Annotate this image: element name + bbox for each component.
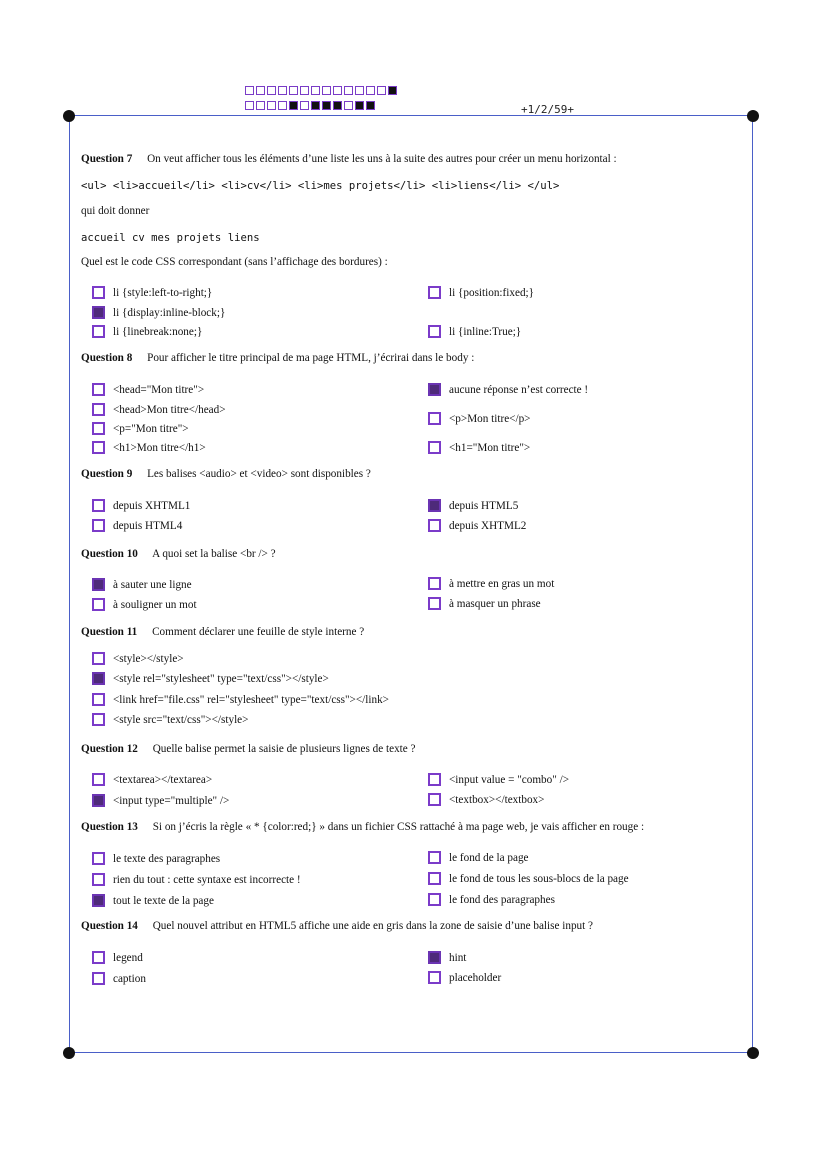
checkbox[interactable] [428,851,441,864]
question-12 [81,743,416,755]
q12-option-4[interactable]: <textbox></textbox> [428,793,544,806]
q8-option-3[interactable]: <head>Mon titre</head> [92,403,226,416]
q7-option-2[interactable]: li {position:fixed;} [428,286,534,299]
q13-option-1[interactable]: le texte des paragraphes [92,852,220,865]
checkbox[interactable] [92,951,105,964]
checkbox[interactable] [92,773,105,786]
registration-mark-bottom-right [747,1047,759,1059]
checkbox-checked[interactable] [428,499,441,512]
checkbox[interactable] [428,971,441,984]
question-9-text: Les balises <audio> et <video> sont disponibles ? [147,468,371,480]
checkbox[interactable] [428,773,441,786]
question-11-label: Question 11 [81,626,138,638]
q13-option-3[interactable]: rien du tout : cette syntaxe est incorrecte ! [92,873,301,886]
question-7-prompt: Quel est le code CSS correspondant (sans l’affichage des bordures) : [81,256,388,268]
checkbox-checked[interactable] [92,894,105,907]
q9-option-1[interactable]: depuis XHTML1 [92,499,190,512]
question-13-label: Question 13 [81,821,138,833]
question-7-middle: qui doit donner [81,205,150,217]
question-14 [81,920,593,932]
checkbox[interactable] [92,422,105,435]
checkbox[interactable] [92,852,105,865]
q13-option-6[interactable]: le fond des paragraphes [428,893,555,906]
checkbox-checked[interactable] [428,383,441,396]
question-11-text: Comment déclarer une feuille de style interne ? [152,626,365,638]
q9-option-2[interactable]: depuis HTML5 [428,499,518,512]
question-13 [81,821,644,833]
question-8 [81,352,474,364]
checkbox[interactable] [428,519,441,532]
barcode-bottom [245,101,377,110]
q12-option-1[interactable]: <textarea></textarea> [92,773,212,786]
question-7-result: accueil cv mes projets liens [81,232,260,244]
question-7-text: On veut afficher tous les éléments d’une liste les uns à la suite des autres pour créer un menu horizontal : [147,153,617,165]
q11-option-2[interactable]: <style rel="stylesheet" type="text/css"></style> [92,672,329,685]
q10-option-3[interactable]: à souligner un mot [92,598,197,611]
q13-option-4[interactable]: le fond de tous les sous-blocs de la page [428,872,629,885]
checkbox[interactable] [428,286,441,299]
q14-option-4[interactable]: placeholder [428,971,501,984]
checkbox-checked[interactable] [92,672,105,685]
question-10 [81,548,276,560]
q7-option-5[interactable]: li {inline:True;} [428,325,521,338]
checkbox[interactable] [92,873,105,886]
question-8-label: Question 8 [81,352,133,364]
question-9-label: Question 9 [81,468,133,480]
checkbox[interactable] [92,499,105,512]
q7-option-1[interactable]: li {style:left-to-right;} [92,286,212,299]
checkbox[interactable] [428,577,441,590]
q9-option-4[interactable]: depuis XHTML2 [428,519,526,532]
question-7-code: <ul> <li>accueil</li> <li>cv</li> <li>mes projets</li> <li>liens</li> </ul> [81,180,560,192]
registration-mark-bottom-left [63,1047,75,1059]
checkbox[interactable] [428,441,441,454]
q14-option-2[interactable]: hint [428,951,466,964]
checkbox-checked[interactable] [92,578,105,591]
q10-option-4[interactable]: à masquer un phrase [428,597,541,610]
q10-option-1[interactable]: à sauter une ligne [92,578,192,591]
registration-mark-top-left [63,110,75,122]
q11-option-3[interactable]: <link href="file.css" rel="stylesheet" type="text/css"></link> [92,693,389,706]
q9-option-3[interactable]: depuis HTML4 [92,519,182,532]
question-12-label: Question 12 [81,743,138,755]
q8-option-6[interactable]: <h1>Mon titre</h1> [92,441,206,454]
question-10-text: A quoi set la balise <br /> ? [152,548,276,560]
q8-option-5[interactable]: <p>Mon titre</p> [428,412,530,425]
registration-mark-top-right [747,110,759,122]
checkbox-checked[interactable] [92,794,105,807]
checkbox[interactable] [428,597,441,610]
q8-option-1[interactable]: <head="Mon titre"> [92,383,204,396]
checkbox[interactable] [92,403,105,416]
page-id: +1/2/59+ [521,103,574,116]
checkbox[interactable] [92,286,105,299]
checkbox[interactable] [92,713,105,726]
question-10-label: Question 10 [81,548,138,560]
q10-option-2[interactable]: à mettre en gras un mot [428,577,554,590]
question-14-text: Quel nouvel attribut en HTML5 affiche une aide en gris dans la zone de saisie d’une balise input ? [152,920,594,932]
checkbox[interactable] [92,383,105,396]
q11-option-4[interactable]: <style src="text/css"></style> [92,713,248,726]
checkbox[interactable] [428,872,441,885]
checkbox[interactable] [92,652,105,665]
question-7 [81,153,617,165]
q8-option-4[interactable]: <p="Mon titre"> [92,422,189,435]
question-12-text: Quelle balise permet la saisie de plusieurs lignes de texte ? [152,743,416,755]
checkbox[interactable] [428,325,441,338]
checkbox[interactable] [92,441,105,454]
question-14-label: Question 14 [81,920,138,932]
q7-option-4[interactable]: li {linebreak:none;} [92,325,202,338]
checkbox[interactable] [92,693,105,706]
checkbox-checked[interactable] [92,306,105,319]
q12-option-2[interactable]: <input value = "combo" /> [428,773,569,786]
checkbox[interactable] [92,519,105,532]
q14-option-3[interactable]: caption [92,972,146,985]
checkbox[interactable] [92,325,105,338]
checkbox[interactable] [428,793,441,806]
question-11 [81,626,364,638]
barcode-top [245,86,399,95]
q7-option-3[interactable]: li {display:inline-block;} [92,306,225,319]
checkbox[interactable] [92,972,105,985]
q11-option-1[interactable]: <style></style> [92,652,184,665]
question-13-text: Si on j’écris la règle « * {color:red;} » dans un fichier CSS rattaché à ma page web, je vais afficher en rouge : [152,821,645,833]
checkbox[interactable] [92,598,105,611]
q13-option-2[interactable]: le fond de la page [428,851,529,864]
q14-option-1[interactable]: legend [92,951,143,964]
q8-option-7[interactable]: <h1="Mon titre"> [428,441,530,454]
q13-option-5[interactable]: tout le texte de la page [92,894,214,907]
question-9 [81,468,371,480]
checkbox[interactable] [428,893,441,906]
question-8-text: Pour afficher le titre principal de ma page HTML, j’écrirai dans le body : [147,352,475,364]
checkbox[interactable] [428,412,441,425]
q12-option-3[interactable]: <input type="multiple" /> [92,794,229,807]
checkbox-checked[interactable] [428,951,441,964]
q8-option-2[interactable]: aucune réponse n’est correcte ! [428,383,588,396]
question-7-label: Question 7 [81,153,133,165]
